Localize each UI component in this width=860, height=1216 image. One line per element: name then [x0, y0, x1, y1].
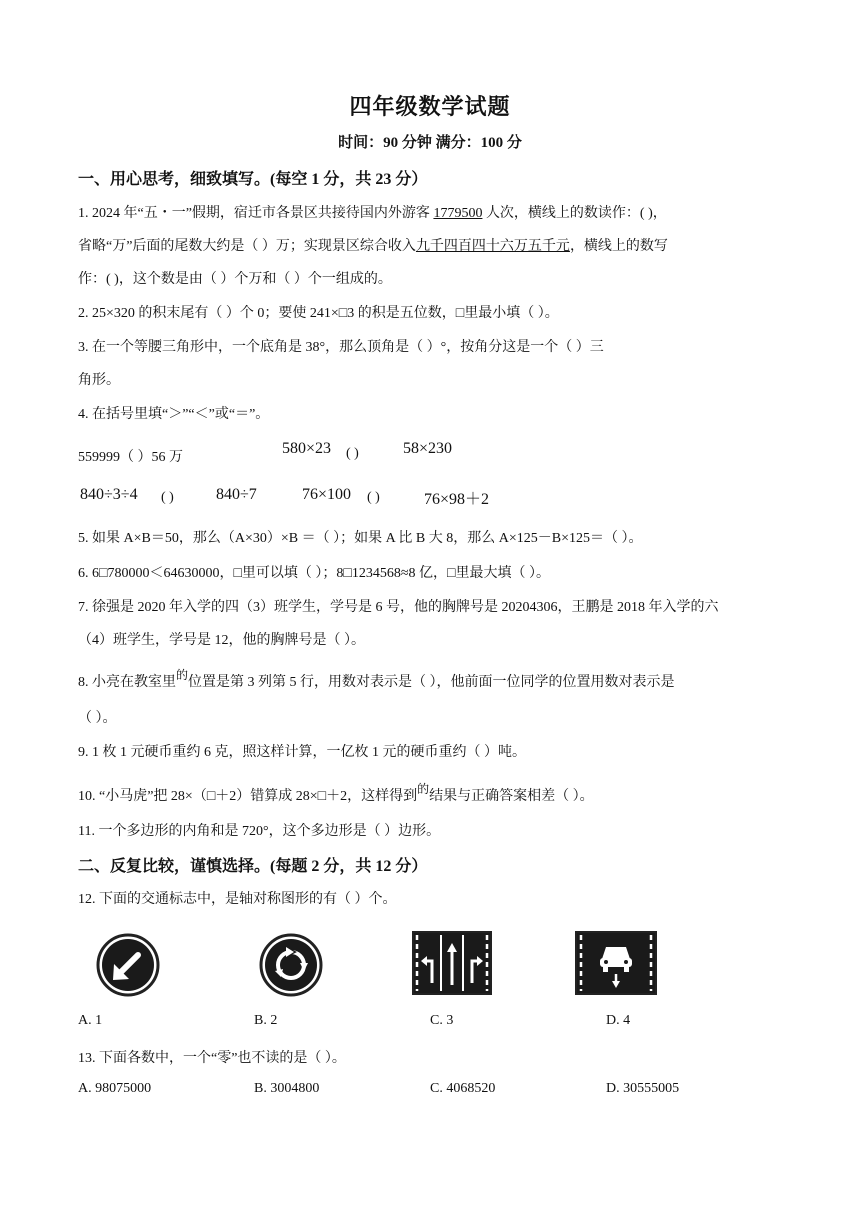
q13-option-d: D. 30555005 [606, 1081, 680, 1096]
q4-expr-1a: 580×23 [282, 440, 332, 457]
q10-text-a: 10. “小马虎”把 28×（□＋2）错算成 28×□＋2，这样得到 [78, 789, 418, 804]
question-8-line-2: （ ）。 [78, 711, 117, 726]
section-2-heading: 二、反复比较，谨慎选择。(每题 2 分，共 12 分） [78, 858, 428, 875]
q4-paren-3: ( ) [367, 490, 380, 505]
question-3-line-1: 3. 在一个等腰三角形中，一个底角是 38°，那么顶角是（ ）°，按角分这是一个（ ）三 [78, 340, 604, 355]
q8-text-a: 8. 小亮在教室里 [78, 675, 176, 690]
q8-text-b: 位置是第 3 列第 5 行，用数对表示是（ ），他前面一位同学的位置用数对表示是 [188, 675, 675, 690]
question-7-line-1: 7. 徐强是 2020 年入学的四（3）班学生，学号是 6 号，他的胸牌号是 20204306，王鹏是 2018 年入学的六 [78, 600, 719, 615]
q4-expr-1b: 58×230 [403, 440, 453, 457]
q4-paren-1: ( ) [346, 446, 359, 461]
question-13: 13. 下面各数中，一个“零”也不读的是（ ）。 [78, 1051, 346, 1066]
q12-option-c: C. 3 [430, 1013, 454, 1028]
question-1-line-1 [78, 202, 667, 222]
q13-option-a: A. 98075000 [78, 1081, 152, 1096]
question-9: 9. 1 枚 1 元硬币重约 6 克，照这样计算，一亿枚 1 元的硬币重约（ ）吨。 [78, 745, 526, 760]
question-12: 12. 下面的交通标志中，是轴对称图形的有（ ）个。 [78, 892, 397, 907]
q10-text-b: 结果与正确答案相差（ ）。 [429, 789, 594, 804]
section-1-heading: 一、用心思考，细致填写。(每空 1 分，共 23 分） [78, 171, 428, 188]
question-4-intro: 4. 在括号里填“＞”“＜”或“＝”。 [78, 407, 270, 422]
question-1-line-3: 作：( )，这个数是由（ ）个万和（ ）个一组成的。 [78, 272, 392, 287]
question-8-line-1 [78, 668, 675, 691]
lane-direction-sign-icon [412, 931, 492, 995]
q12-option-a: A. 1 [78, 1013, 103, 1028]
question-6: 6. 6□780000＜64630000，□里可以填（ ）；8□1234568≈8 亿，□里最大填（ ）。 [78, 566, 551, 581]
vehicle-lane-sign-icon [575, 931, 657, 995]
question-5: 5. 如果 A×B＝50，那么（A×30）×B ＝（ ）；如果 A 比 B 大 8，那么 A×125－B×125＝（ ）。 [78, 531, 643, 546]
keep-left-sign-icon [96, 933, 160, 997]
q4-paren-2: ( ) [161, 490, 174, 505]
q12-option-b: B. 2 [254, 1013, 278, 1028]
question-1-line-2 [78, 235, 668, 255]
q8-raised-char: 的 [176, 668, 189, 682]
q4-expr-2a: 840÷3÷4 [80, 486, 138, 503]
roundabout-sign-icon [259, 933, 323, 997]
page-title: 四年级数学试题 [349, 94, 511, 119]
q13-option-b: B. 3004800 [254, 1081, 320, 1096]
question-11: 11. 一个多边形的内角和是 720°，这个多边形是（ ）边形。 [78, 824, 441, 839]
q13-option-c: C. 4068520 [430, 1081, 496, 1096]
exam-info: 时间：90 分钟 满分：100 分 [338, 135, 522, 151]
q1-underlined-amount: 九千四百四十六万五千元 [415, 239, 570, 254]
question-2: 2. 25×320 的积末尾有（ ）个 0；要使 241×□3 的积是五位数，□里最小填（ ）。 [78, 306, 559, 321]
q1-underlined-number: 1779500 [433, 206, 483, 221]
question-3-line-2: 角形。 [78, 373, 120, 388]
q1-text-d: ，横线上的数写 [569, 239, 668, 254]
q10-raised-char: 的 [417, 782, 430, 796]
question-7-line-2: （4）班学生，学号是 12，他的胸牌号是（ ）。 [78, 633, 365, 648]
q12-option-d: D. 4 [606, 1013, 631, 1028]
q1-text-b: 人次，横线上的数读作：( )， [482, 206, 667, 221]
q4-compare-1: 559999（ ）56 万 [78, 450, 183, 465]
q4-expr-2b: 840÷7 [216, 486, 257, 503]
q1-text-a: 1. 2024 年“五・一”假期，宿迁市各景区共接待国内外游客 [78, 206, 434, 221]
q1-text-c: 省略“万”后面的尾数大约是（ ）万；实现景区综合收入 [78, 239, 416, 254]
q4-expr-2d: 76×98＋2 [424, 491, 490, 508]
q4-expr-2c: 76×100 [302, 486, 352, 503]
question-10 [78, 782, 594, 805]
